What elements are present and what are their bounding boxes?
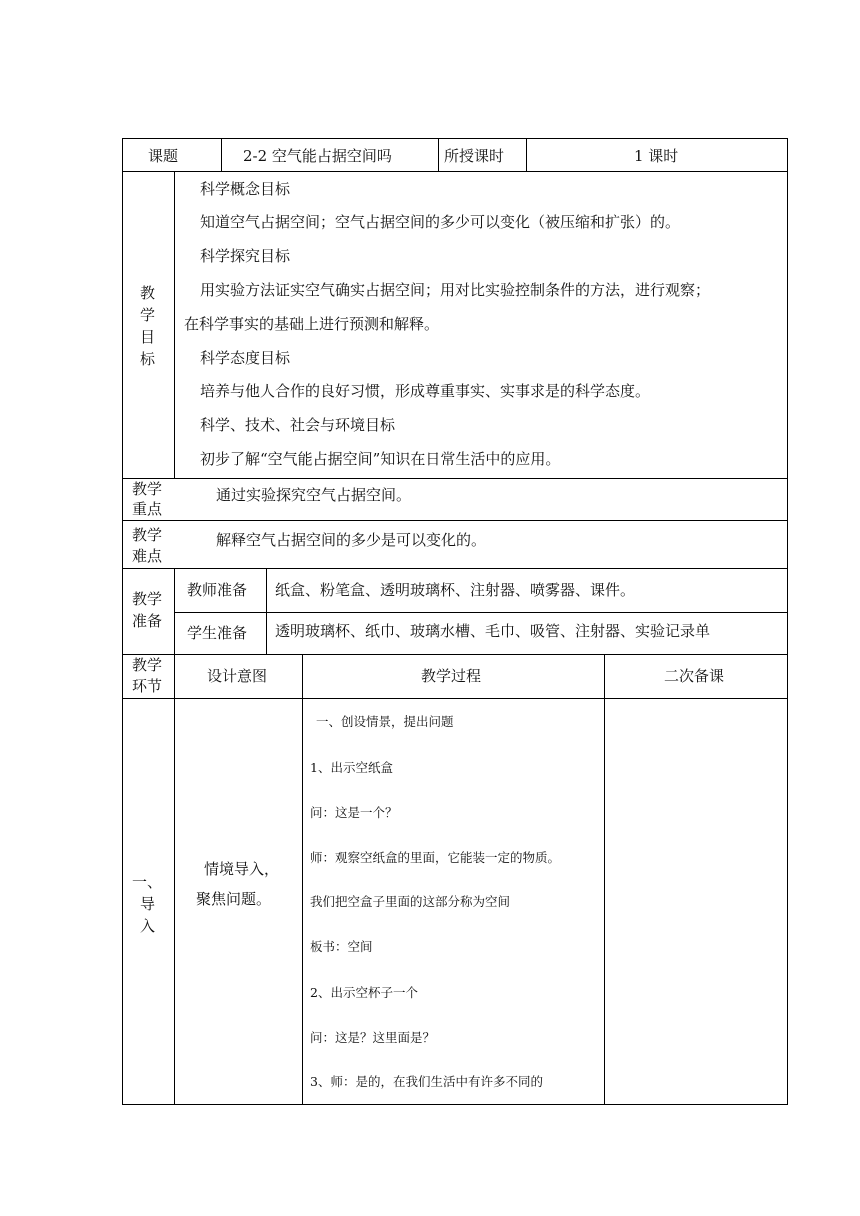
table-border-left xyxy=(122,138,123,1105)
objectives-label-char: 标 xyxy=(140,350,156,368)
col-divider xyxy=(266,568,267,655)
col-divider xyxy=(302,654,303,1105)
hours-value: 1 课时 xyxy=(634,147,679,165)
difficulty-label: 难点 xyxy=(132,547,163,565)
col-divider xyxy=(604,654,605,1105)
objectives-label-char: 学 xyxy=(140,306,156,324)
objective-line: 知道空气占据空间；空气占据空间的多少可以变化（被压缩和扩张）的。 xyxy=(200,213,681,231)
topic-value: 2-2 空气能占据空间吗 xyxy=(243,147,392,165)
key-point-label: 重点 xyxy=(132,500,163,518)
objective-line: 用实验方法证实空气确实占据空间；用对比实验控制条件的方法，进行观察； xyxy=(200,281,711,299)
stage-name: 导 xyxy=(140,895,156,913)
topic-label: 课题 xyxy=(148,147,179,165)
table-border-bottom xyxy=(122,1104,788,1105)
objective-line: 科学概念目标 xyxy=(200,180,291,198)
stage-name: 入 xyxy=(140,917,156,935)
objective-line: 科学态度目标 xyxy=(200,349,291,367)
objectives-label-char: 教 xyxy=(140,284,156,302)
difficulty-label: 教学 xyxy=(132,526,163,544)
preparation-label: 教学 xyxy=(132,590,163,608)
stage-intent: 聚焦问题。 xyxy=(196,890,272,908)
key-point-label: 教学 xyxy=(132,480,163,498)
process-step: 3、师：是的，在我们生活中有许多不同的 xyxy=(310,1074,543,1089)
student-prep-text: 透明玻璃杯、纸巾、玻璃水槽、毛巾、吸管、注射器、实验记录单 xyxy=(275,622,711,640)
table-border-right xyxy=(787,138,788,1105)
process-step: 师：观察空纸盒的里面，它能装一定的物质。 xyxy=(310,850,561,865)
process-step: 我们把空盒子里面的这部分称为空间 xyxy=(310,894,511,909)
objective-line: 科学探究目标 xyxy=(200,247,291,265)
col-divider xyxy=(174,171,175,479)
col-divider xyxy=(221,138,222,172)
stage-header: 环节 xyxy=(132,677,163,695)
stage-intent: 情境导入， xyxy=(204,860,280,878)
row-divider xyxy=(122,520,788,521)
process-step: 1、出示空纸盒 xyxy=(310,760,393,775)
process-header: 教学过程 xyxy=(421,667,482,685)
difficulty-text: 解释空气占据空间的多少是可以变化的。 xyxy=(216,531,487,549)
process-step: 问：这是一个？ xyxy=(310,805,398,820)
objective-line: 初步了解“空气能占据空间”知识在日常生活中的应用。 xyxy=(200,450,561,468)
intent-header: 设计意图 xyxy=(207,667,268,685)
row-divider xyxy=(122,568,788,569)
stage-header: 教学 xyxy=(132,656,163,674)
process-step: 板书：空间 xyxy=(310,939,373,954)
objective-line: 培养与他人合作的良好习惯，形成尊重事实、实事求是的科学态度。 xyxy=(200,382,651,400)
objectives-label-char: 目 xyxy=(140,328,156,346)
objective-line: 科学、技术、社会与环境目标 xyxy=(200,416,396,434)
process-step: 2、出示空杯子一个 xyxy=(310,985,418,1000)
hours-label: 所授课时 xyxy=(444,147,505,165)
key-point-text: 通过实验探究空气占据空间。 xyxy=(216,486,412,504)
row-divider xyxy=(122,654,788,655)
teacher-prep-text: 纸盒、粉笔盒、透明玻璃杯、注射器、喷雾器、课件。 xyxy=(275,581,636,599)
row-divider xyxy=(122,698,788,699)
preparation-label: 准备 xyxy=(132,612,163,630)
col-divider xyxy=(526,138,527,172)
process-step: 一、创设情景，提出问题 xyxy=(316,714,454,729)
stage-name: 一、 xyxy=(132,873,163,891)
objective-line: 在科学事实的基础上进行预测和解释。 xyxy=(184,315,440,333)
col-divider xyxy=(174,568,175,1105)
notes-header: 二次备课 xyxy=(664,667,725,685)
row-divider xyxy=(122,478,788,479)
teacher-prep-label: 教师准备 xyxy=(187,581,248,599)
student-prep-label: 学生准备 xyxy=(187,624,248,642)
col-divider xyxy=(438,138,439,172)
process-step: 问：这是？这里面是？ xyxy=(310,1030,436,1045)
